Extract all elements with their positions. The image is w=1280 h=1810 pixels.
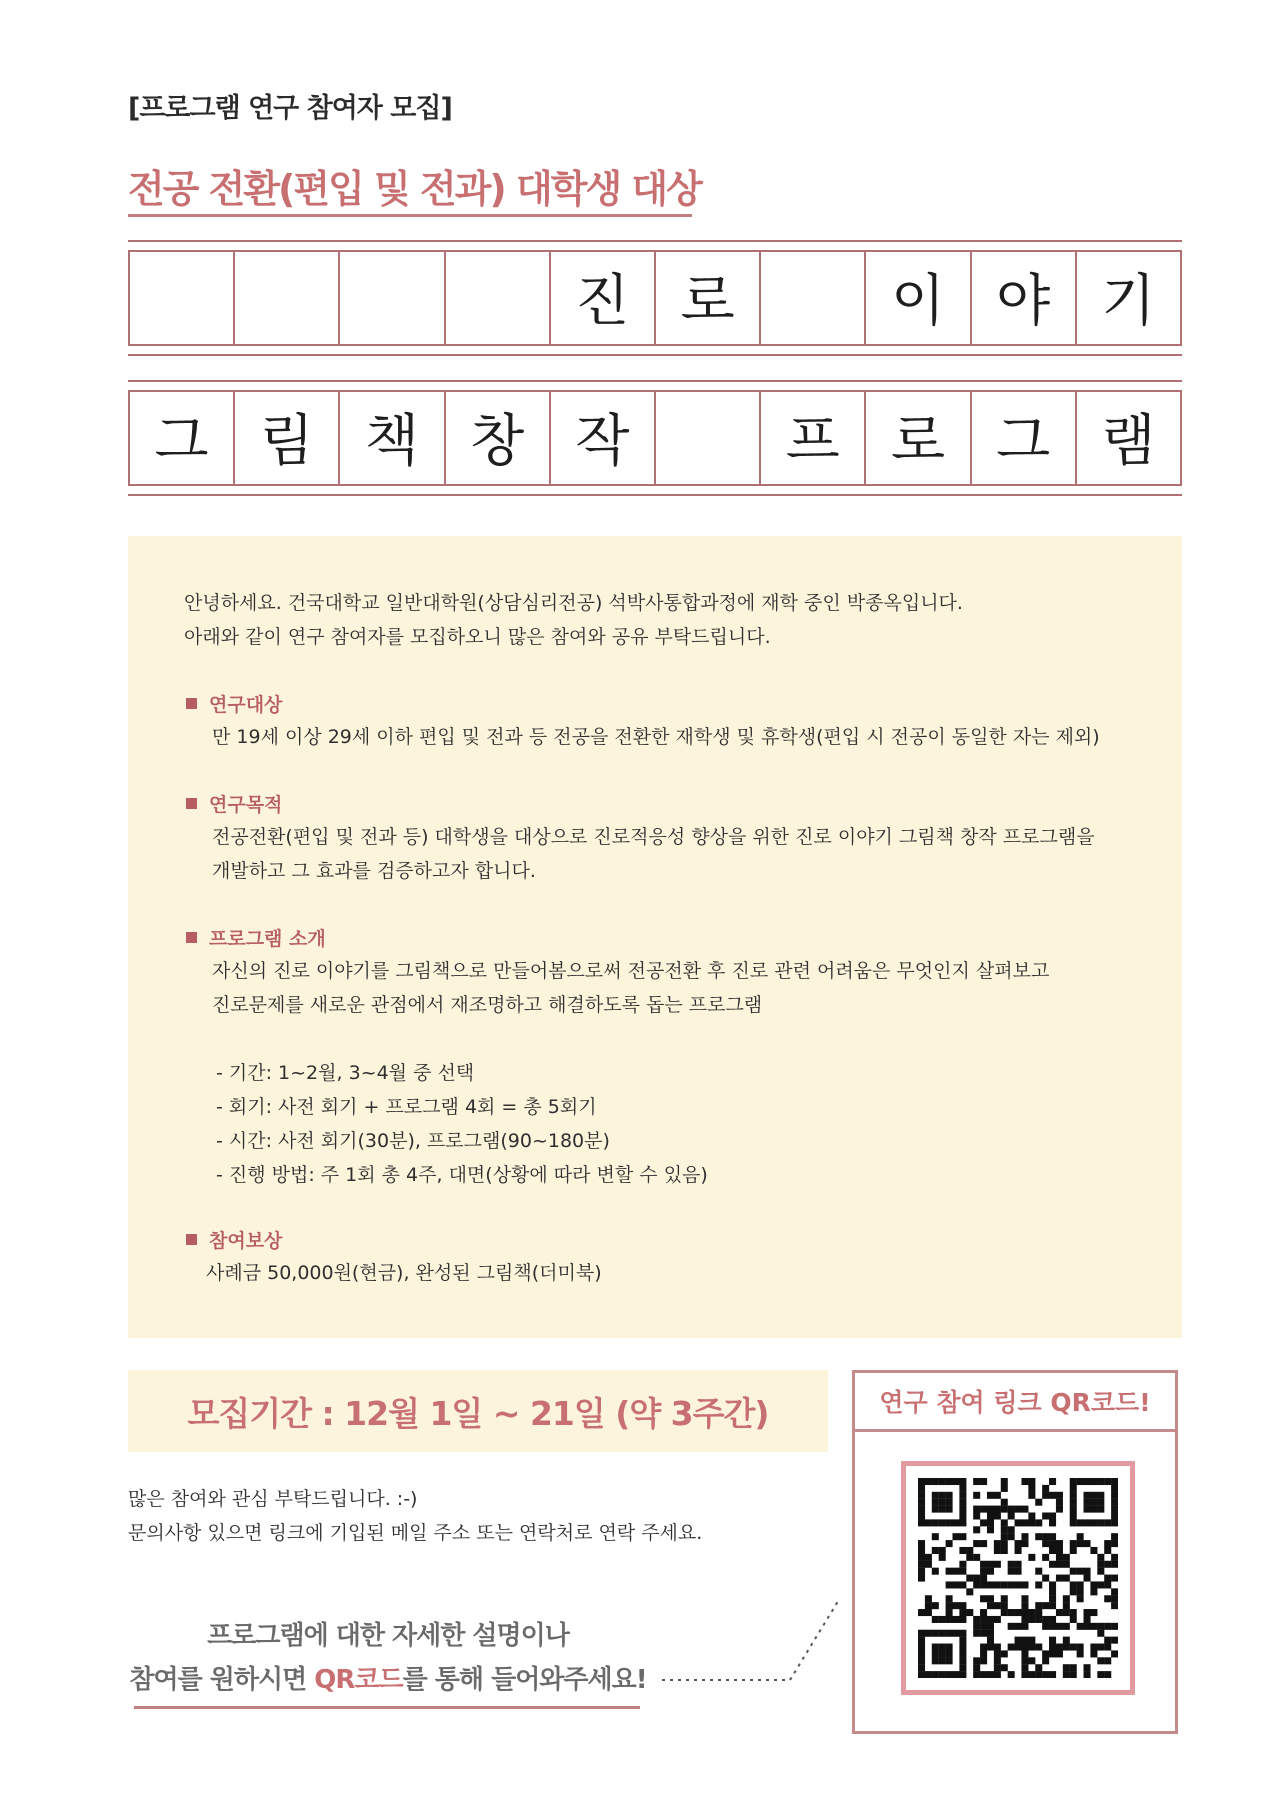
qr-heading: 연구 참여 링크 QR코드! [855,1373,1175,1432]
bullet-square-icon [186,698,197,709]
cta-text: 를 통해 들어와주세요! [402,1665,647,1695]
grid-cell [338,250,443,344]
detail-item: - 진행 방법: 주 1회 총 4주, 대면(상황에 따라 변할 수 있음) [216,1164,708,1186]
section-body: 사례금 50,000원(현금), 완성된 그림책(더미북) [206,1262,602,1284]
intro-line: 안녕하세요. 건국대학교 일반대학원(상담심리전공) 석박사통합과정에 재학 중인 박종옥입니다. [184,592,963,614]
qr-code-icon[interactable] [918,1478,1118,1678]
thanks-text [128,1482,702,1550]
section-title: 참여보상 [209,1229,283,1252]
intro-line: 아래와 같이 연구 참여자를 모집하오니 많은 참여와 공유 부탁드립니다. [184,626,771,648]
section-target [186,686,1100,754]
target-headline: 전공 전환(편입 및 전과) 대학생 대상 [128,167,701,211]
grid-cell: 프 [759,390,864,484]
grid-cell [233,250,338,344]
grid-cell: 림 [233,390,338,484]
grid-cell: 책 [338,390,443,484]
title-grid-row-2 [128,380,1182,504]
info-panel [128,536,1182,1338]
intro-text [184,586,963,654]
grid-cell [759,250,864,344]
grid-cell: 창 [444,390,549,484]
section-title: 프로그램 소개 [209,927,326,950]
detail-item: - 시간: 사전 회기(30분), 프로그램(90~180분) [216,1130,610,1152]
grid-cell: 기 [1075,250,1182,344]
grid-cell: 이 [864,250,969,344]
detail-item: - 기간: 1~2월, 3~4월 중 선택 [216,1062,475,1084]
program-details [186,1056,1049,1192]
qr-frame[interactable] [901,1461,1135,1695]
grid-cell: 램 [1075,390,1182,484]
section-reward [186,1222,602,1290]
bullet-square-icon [186,1234,197,1245]
grid-cell: 로 [654,250,759,344]
section-purpose [186,786,1095,888]
thanks-line: 많은 참여와 관심 부탁드립니다. :-) [128,1488,418,1510]
cta-qr-word: QR코드 [314,1665,403,1695]
section-program [186,920,1049,1192]
section-body-line: 전공전환(편입 및 전과 등) 대학생을 대상으로 진로적응성 향상을 위한 진로 이야기 그림책 창작 프로그램을 [212,826,1095,848]
headline-underline [128,214,692,217]
section-body-line: 자신의 진로 이야기를 그림책으로 만들어봄으로써 전공전환 후 진로 관련 어려움은 무엇인지 살펴보고 [212,960,1050,982]
qr-call-to-action [128,1614,648,1702]
bullet-square-icon [186,932,197,943]
qr-panel [852,1370,1178,1734]
title-grid-row-1 [128,240,1182,364]
grid-cell [444,250,549,344]
cta-underline [134,1706,640,1709]
detail-item: - 회기: 사전 회기 + 프로그램 4회 = 총 5회기 [216,1096,597,1118]
grid-cell: 야 [970,250,1075,344]
section-body-line: 진로문제를 새로운 관점에서 재조명하고 해결하도록 돕는 프로그램 [212,994,763,1016]
thanks-line: 문의사항 있으면 링크에 기입된 메일 주소 또는 연락처로 연락 주세요. [128,1522,703,1544]
cta-text: 참여를 원하시면 [129,1665,315,1695]
grid-cell [128,250,233,344]
grid-cell: 작 [549,390,654,484]
section-title: 연구대상 [209,693,283,716]
section-body-line: 개발하고 그 효과를 검증하고자 합니다. [212,860,536,882]
grid-cell: 그 [128,390,233,484]
grid-cell [654,390,759,484]
grid-cell: 진 [549,250,654,344]
grid-cell: 로 [864,390,969,484]
recruit-period-banner: 모집기간 : 12월 1일 ~ 21일 (약 3주간) [128,1370,828,1452]
grid-cell: 그 [970,390,1075,484]
section-title: 연구목적 [209,793,283,816]
bullet-square-icon [186,798,197,809]
cta-line: 프로그램에 대한 자세한 설명이나 [207,1621,569,1651]
recruitment-label: [프로그램 연구 참여자 모집] [128,93,452,124]
section-body: 만 19세 이상 29세 이하 편입 및 전과 등 전공을 전환한 재학생 및 휴학생(편입 시 전공이 동일한 자는 제외) [212,726,1100,748]
